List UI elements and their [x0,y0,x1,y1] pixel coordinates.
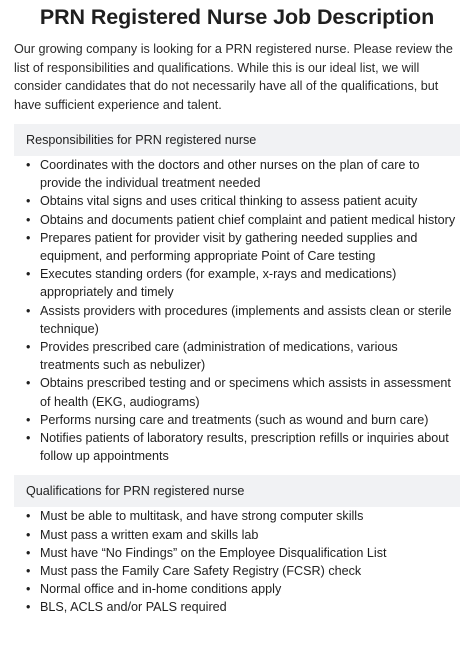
job-description-page [0,4,474,617]
responsibilities-list [14,156,460,465]
responsibilities-heading: Responsibilities for PRN registered nurse [14,124,460,156]
bullet-icon: • [26,412,31,427]
list-item [25,156,460,192]
bullet-icon: • [26,527,31,542]
page-title: PRN Registered Nurse Job Description [39,5,435,29]
list-item-text: Prepares patient for provider visit by gathering needed supplies and equipment, and performing appropriate Point of Care testing [40,230,418,264]
list-item [25,562,460,580]
list-item-text: Must have “No Findings” on the Employee Disqualification List [40,545,387,560]
bullet-icon: • [26,267,31,282]
bullet-icon: • [26,194,31,209]
qualifications-list [14,507,460,616]
list-item [25,544,460,562]
list-item [25,429,460,465]
bullet-icon: • [26,303,31,318]
list-item-text: Assists providers with procedures (implements and assists clean or sterile technique) [40,303,452,336]
qualifications-heading: Qualifications for PRN registered nurse [14,475,460,507]
list-item-text: Obtains vital signs and uses critical thinking to assess patient acuity [40,194,418,209]
list-item [25,302,460,338]
list-item-text: Executes standing orders (for example, x-rays and medications) appropriately and timely [40,267,397,300]
bullet-icon: • [26,340,31,355]
list-item-text: BLS, ACLS and/or PALS required [40,600,227,615]
list-item-text: Performs nursing care and treatments (such as wound and burn care) [40,412,429,427]
bullet-icon: • [26,564,31,579]
list-item-text: Must be able to multitask, and have strong computer skills [40,509,364,524]
bullet-icon: • [26,431,31,446]
list-item [25,374,460,410]
list-item [25,580,460,598]
bullet-icon: • [26,376,31,391]
list-item [25,211,460,229]
list-item [25,411,460,429]
bullet-icon: • [26,212,31,227]
list-item-text: Provides prescribed care (administration of medications, various treatments such as nebulizer) [40,340,398,373]
list-item [25,229,460,265]
list-item-text: Normal office and in-home conditions apply [40,582,282,597]
list-item-text: Must pass the Family Care Safety Registry (FCSR) check [40,564,362,579]
list-item [25,526,460,544]
bullet-icon: • [26,230,31,245]
intro-paragraph: Our growing company is looking for a PRN registered nurse. Please review the list of responsibilities and qualifications. While this is our ideal list, we will consider candidates that do not necessarily have all of the qualifications, but have sufficient experience and talent. [14,42,453,112]
list-item-text: Coordinates with the doctors and other nurses on the plan of care to provide the individual treatment needed [40,158,420,191]
bullet-icon: • [26,600,31,615]
list-item [25,265,460,301]
list-item-text: Obtains prescribed testing and or specimens which assists in assessment of health (EKG, audiograms) [40,376,451,409]
list-item [25,338,460,374]
bullet-icon: • [26,582,31,597]
list-item [25,192,460,210]
bullet-icon: • [26,545,31,560]
list-item [25,598,460,616]
bullet-icon: • [26,158,31,172]
list-item [25,507,460,525]
list-item-text: Obtains and documents patient chief complaint and patient medical history [40,212,456,227]
list-item-text: Notifies patients of laboratory results, prescription refills or inquiries about follow up appointments [40,431,449,464]
bullet-icon: • [26,509,31,524]
list-item-text: Must pass a written exam and skills lab [40,527,259,542]
